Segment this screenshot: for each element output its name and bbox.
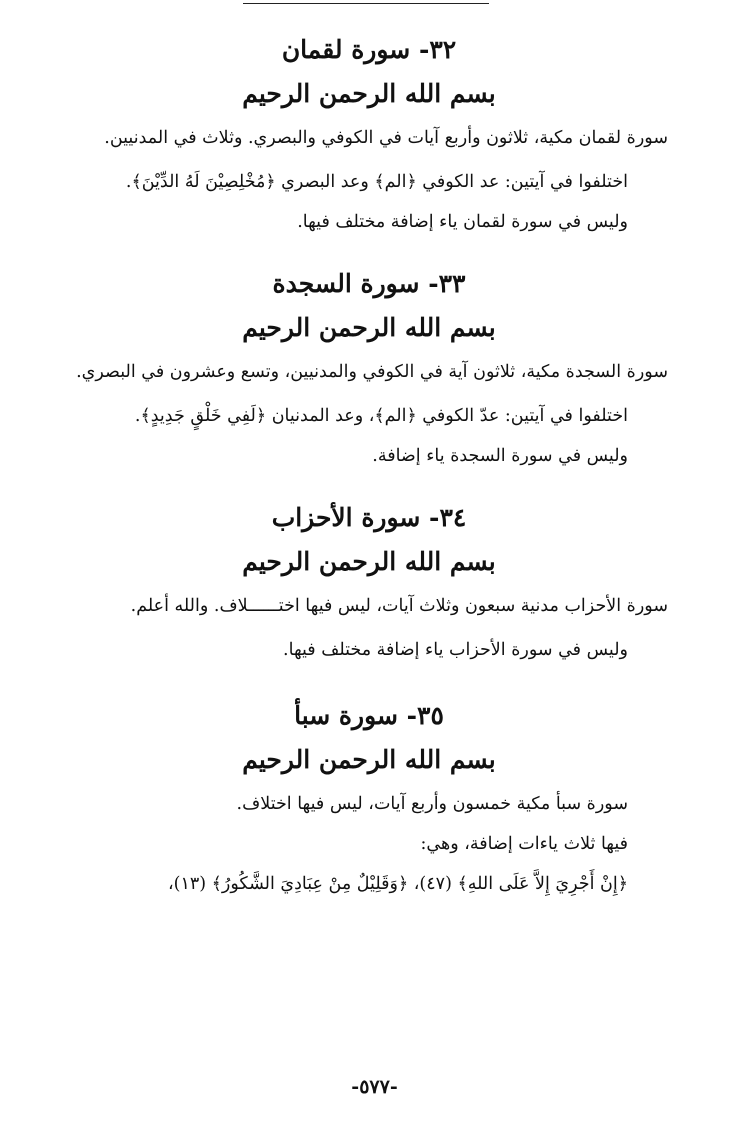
idafa-verses: ﴿إِنْ أَجْرِيَ إِلاَّ عَلَى اللهِ﴾ (٤٧)، ﴿وَقَلِيْلٌ مِنْ عِبَادِيَ الشَّكُورُ﴾ (١٣)، — [167, 874, 628, 894]
surah-intro: سورة لقمان مكية، ثلاثون وأربع آيات في الكوفي والبصري. وثلاث في المدنيين. — [104, 128, 668, 148]
surah-intro: سورة السجدة مكية، ثلاثون آية في الكوفي والمدنيين، وتسع وعشرون في البصري. — [76, 362, 668, 382]
verse-count-difference: اختلفوا في آيتين: عد الكوفي ﴿الم﴾ وعد البصري ﴿مُخْلِصِيْنَ لَهُ الدِّيْنَ﴾. — [125, 172, 628, 192]
section-luqman — [70, 28, 668, 240]
page-number: -٥٧٧- — [351, 1076, 398, 1098]
basmala: بسم الله الرحمن الرحيم — [242, 313, 496, 342]
section-saba — [70, 694, 668, 906]
idafa-intro: فيها ثلاث ياءات إضافة، وهي: — [420, 834, 628, 854]
idafa-note: وليس في سورة الأحزاب ياء إضافة مختلف فيها. — [283, 640, 628, 660]
surah-title: ٣٢- سورة لقمان — [281, 35, 457, 64]
surah-title: ٣٤- سورة الأحزاب — [271, 503, 467, 532]
section-ahzab — [70, 496, 668, 672]
basmala: بسم الله الرحمن الرحيم — [242, 79, 496, 108]
surah-intro: سورة سبأ مكية خمسون وأربع آيات، ليس فيها اختلاف. — [236, 794, 628, 814]
section-sajda — [70, 262, 668, 474]
basmala: بسم الله الرحمن الرحيم — [242, 745, 496, 774]
idafa-note: وليس في سورة لقمان ياء إضافة مختلف فيها. — [297, 212, 628, 232]
surah-title: ٣٣- سورة السجدة — [272, 269, 466, 298]
verse-count-difference: اختلفوا في آيتين: عدّ الكوفي ﴿الم﴾، وعد المدنيان ﴿لَفِي خَلْقٍ جَدِيدٍ﴾. — [134, 406, 628, 426]
idafa-note: وليس في سورة السجدة ياء إضافة. — [372, 446, 628, 466]
surah-title: ٣٥- سورة سبأ — [294, 701, 444, 730]
basmala: بسم الله الرحمن الرحيم — [242, 547, 496, 576]
page-body — [70, 28, 668, 906]
surah-intro: سورة الأحزاب مدنية سبعون وثلاث آيات، ليس فيها اختــــــلاف. والله أعلم. — [130, 596, 668, 616]
top-rule — [243, 3, 489, 4]
